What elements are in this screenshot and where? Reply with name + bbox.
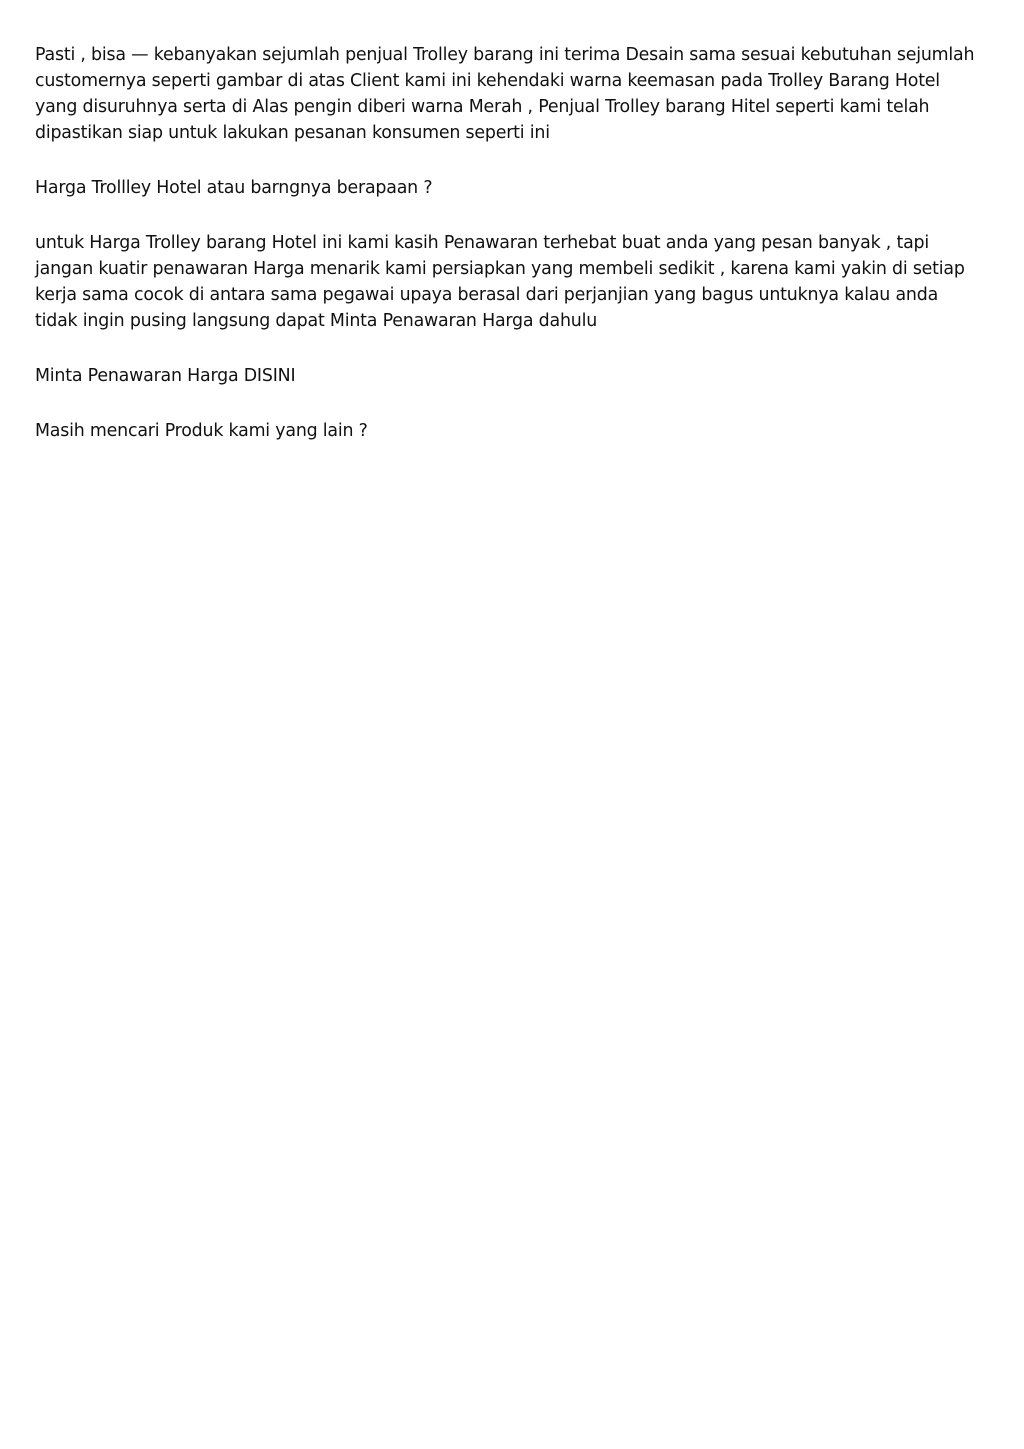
paragraph-custom-design: Pasti , bisa — kebanyakan sejumlah penjual Trolley barang ini terima Desain sama sesuai kebutuhan sejumlah customernya seperti gambar di atas Client kami ini kehendaki warna keemasan pada Trolley Barang Hotel yang disuruhnya serta di Alas pengin diberi warna Merah , Penjual Trolley barang Hitel seperti kami telah dipastikan siap untuk lakukan pesanan konsumen seperti ini	[35, 45, 975, 143]
paragraph-other-products: Masih mencari Produk kami yang lain ?	[35, 421, 368, 441]
document-body	[35, 42, 980, 473]
paragraph-price-question: Harga Trollley Hotel atau barngnya berapaan ?	[35, 178, 433, 198]
paragraph-price-offer: untuk Harga Trolley barang Hotel ini kami kasih Penawaran terhebat buat anda yang pesan banyak , tapi jangan kuatir penawaran Harga menarik kami persiapkan yang membeli sedikit , karena kami yakin di setiap kerja sama cocok di antara sama pegawai upaya berasal dari perjanjian yang bagus untuknya kalau anda tidak ingin pusing langsung dapat Minta Penawaran Harga dahulu	[35, 233, 965, 331]
paragraph-request-quote: Minta Penawaran Harga DISINI	[35, 366, 296, 386]
